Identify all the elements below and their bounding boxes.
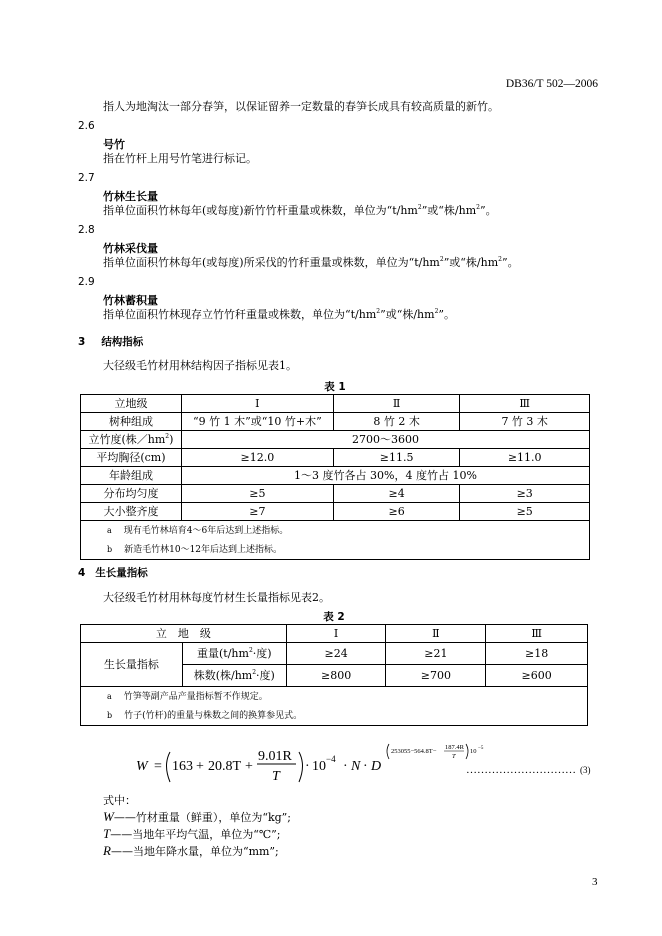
table-cell: 7 竹 3 木 <box>460 413 590 431</box>
formula-pow-exp: −4 <box>326 754 336 764</box>
table-group-label: 生长量指标 <box>81 643 183 687</box>
formula-dot: · <box>343 759 348 774</box>
exp-right-paren <box>466 744 468 759</box>
table-cell: 2700～3600 <box>181 431 589 449</box>
table-header-cell: Ⅰ <box>181 395 333 413</box>
formula-eq: = <box>154 759 162 774</box>
formula-exp-b-sup: −5 <box>478 746 484 751</box>
formula-plus: + <box>245 759 253 774</box>
formula-term: 20.8T <box>208 759 242 774</box>
table-cell: ≥5 <box>181 485 333 503</box>
formula-d: D <box>371 759 382 774</box>
formula-equation-number: (3) <box>580 765 591 775</box>
table-header-row <box>81 395 590 413</box>
table-cell: 重量($t/hm^2\cdot$度) <box>182 643 286 665</box>
section-intro: 大径级毛竹材用林结构因子指标见表1。 <box>103 359 297 372</box>
table-header-cell: Ⅱ <box>333 395 460 413</box>
formula-exp-frac-den: T <box>452 753 456 760</box>
table-cell: ≥3 <box>460 485 590 503</box>
table-row <box>81 413 590 431</box>
table-header-cell: Ⅲ <box>460 395 590 413</box>
growth-table <box>80 624 588 726</box>
term-title: 号竹 <box>103 138 125 151</box>
term-definition: 指单位面积竹林现存立竹竹秆重量或株数，单位为“$t/hm^2$”或“株$/hm^2$”。 <box>103 308 456 321</box>
table-row <box>81 449 590 467</box>
table-caption: 表 1 <box>324 381 346 393</box>
table-note-row <box>81 687 588 707</box>
table-cell: 1～3 度竹各占 30%，4 度竹占 10% <box>181 467 589 485</box>
formula-frac-den: T <box>272 769 280 784</box>
table-cell: ≥800 <box>286 665 386 687</box>
table-row <box>81 485 590 503</box>
where-item: R——当地年降水量，单位为“mm”; <box>103 843 279 858</box>
term-number: 2.9 <box>78 276 95 288</box>
where-label: 式中： <box>103 794 136 807</box>
table-row <box>81 467 590 485</box>
formula-const: 163 <box>172 759 193 774</box>
document-code: DB36/T 502—2006 <box>505 78 598 90</box>
table-footnote: a 现有毛竹林培育4～6年后达到上述指标。 <box>81 521 590 541</box>
formula-exp-b: 10 <box>470 748 477 755</box>
formula-exp-frac-num: 187.4R <box>445 744 464 751</box>
table-cell: ≥12.0 <box>181 449 333 467</box>
table-cell: 8 竹 2 木 <box>333 413 460 431</box>
table-cell: 分布均匀度 <box>81 485 182 503</box>
term-definition: 指在竹杆上用号竹笔进行标记。 <box>103 152 257 165</box>
page-number: 3 <box>592 876 598 888</box>
term-title: 竹林采伐量 <box>103 242 158 255</box>
table-cell: ≥600 <box>486 665 588 687</box>
table-cell: ≥6 <box>333 503 460 521</box>
table-cell: 大小整齐度 <box>81 503 182 521</box>
table-cell: 平均胸径(cm) <box>81 449 182 467</box>
formula-lhs: W <box>136 759 148 774</box>
table-cell: ≥11.0 <box>460 449 590 467</box>
term-number: 2.6 <box>78 120 95 132</box>
table-cell: ≥21 <box>386 643 486 665</box>
section-heading: 4 生长量指标 <box>78 567 148 579</box>
left-paren <box>167 752 171 782</box>
section-intro: 大径级毛竹材用林每度竹材生长量指标见表2。 <box>103 591 330 604</box>
section-heading: 3 结构指标 <box>78 336 144 348</box>
table-footnote: a 竹笋等副产品产量指标暂不作规定。 <box>81 687 588 707</box>
table-header-cell: Ⅰ <box>286 625 386 643</box>
table-caption: 表 2 <box>323 611 345 623</box>
table-header-row <box>81 625 588 643</box>
table-footnote: b 竹子(竹杆)的重量与株数之间的换算参见式。 <box>81 706 588 726</box>
term-definition: 指单位面积竹林每年(或每度)所采伐的竹秆重量或株数，单位为“$t/hm^2$”或“株$/hm^2$”。 <box>103 256 519 269</box>
term-number: 2.8 <box>78 224 95 236</box>
term-definition: 指单位面积竹林每年(或每度)新竹竹杆重量或株数，单位为“$t/hm^2$”或“株$/hm^2$”。 <box>103 204 497 217</box>
right-paren <box>299 752 303 782</box>
table-cell: ≥24 <box>286 643 386 665</box>
table-header-cell: 立地级 <box>81 395 182 413</box>
table-header-cell: Ⅲ <box>486 625 588 643</box>
table-note-row <box>81 540 590 560</box>
table-cell: 立竹度(株$/hm^2$) <box>81 431 182 449</box>
formula-dot: · <box>363 759 368 774</box>
table-cell: ≥11.5 <box>333 449 460 467</box>
table-cell: 株数(株$/hm^2\cdot$度) <box>182 665 286 687</box>
table-cell: 年龄组成 <box>81 467 182 485</box>
table-note-row <box>81 706 588 726</box>
table-footnote: b 新造毛竹林10～12年后达到上述指标。 <box>81 540 590 560</box>
table-cell: 树种组成 <box>81 413 182 431</box>
where-item: W——竹材重量（鲜重），单位为“kg”; <box>103 809 292 824</box>
table-cell: ≥18 <box>486 643 588 665</box>
formula-plus: + <box>196 759 204 774</box>
table-cell: ≥5 <box>460 503 590 521</box>
table-row <box>81 431 590 449</box>
formula-pow-base: 10 <box>312 759 326 774</box>
term-title: 竹林生长量 <box>103 190 158 203</box>
formula-frac-num: 9.01R <box>258 749 292 764</box>
table-cell: ≥4 <box>333 485 460 503</box>
intro-line: 指人为地淘汰一部分春笋，以保证留养一定数量的春笋长成具有较高质量的新竹。 <box>103 100 499 113</box>
table-row <box>81 643 588 665</box>
exp-left-paren <box>387 744 389 759</box>
where-item: T——当地年平均气温，单位为“℃”; <box>103 826 281 841</box>
formula-dot: · <box>305 759 310 774</box>
table-note-row <box>81 521 590 541</box>
term-number: 2.7 <box>78 172 95 184</box>
formula-exp-a: 253055−564.8T− <box>391 748 437 755</box>
table-row <box>81 503 590 521</box>
term-title: 竹林蓄积量 <box>103 294 158 307</box>
table-header-cell: Ⅱ <box>386 625 486 643</box>
weight-formula <box>130 738 600 790</box>
table-cell: ≥7 <box>181 503 333 521</box>
formula-leader: ………………………… <box>466 764 576 776</box>
formula-n: N <box>351 759 361 774</box>
table-header-cell: 立 地 级 <box>81 625 287 643</box>
table-cell: “9 竹 1 木”或“10 竹+木” <box>181 413 333 431</box>
table-cell: ≥700 <box>386 665 486 687</box>
structure-table <box>80 394 590 560</box>
